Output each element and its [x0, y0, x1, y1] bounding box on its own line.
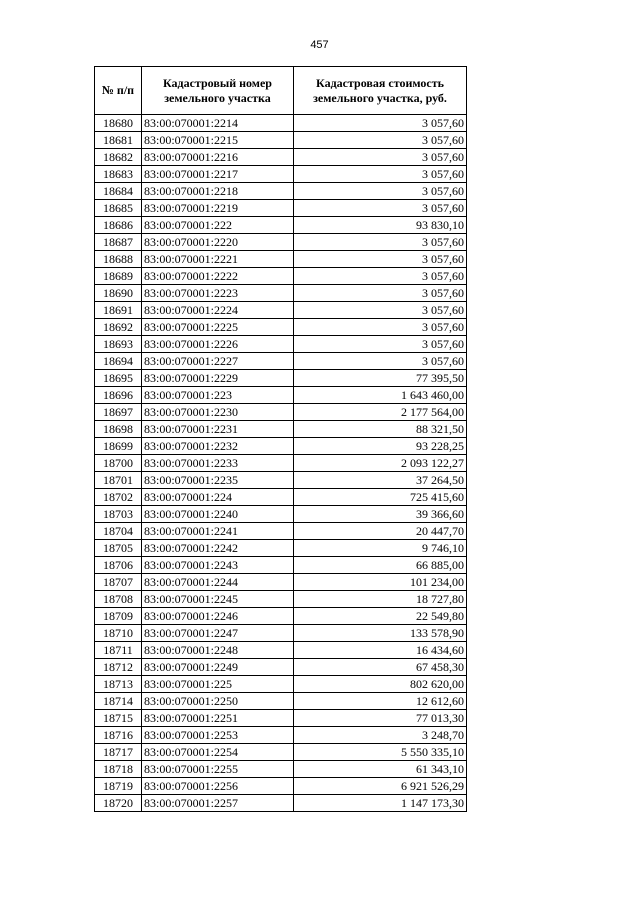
row-index: 18713	[95, 676, 142, 693]
row-cadastral-number: 83:00:070001:2224	[142, 302, 294, 319]
row-index: 18711	[95, 642, 142, 659]
table-row	[95, 778, 467, 795]
row-index: 18697	[95, 404, 142, 421]
row-index: 18712	[95, 659, 142, 676]
row-cadastral-value: 5 550 335,10	[294, 744, 467, 761]
table-row	[95, 353, 467, 370]
table-row	[95, 744, 467, 761]
table-row	[95, 506, 467, 523]
table-row	[95, 404, 467, 421]
row-cadastral-number: 83:00:070001:2219	[142, 200, 294, 217]
row-cadastral-value: 133 578,90	[294, 625, 467, 642]
row-cadastral-number: 83:00:070001:2223	[142, 285, 294, 302]
table-row	[95, 761, 467, 778]
row-index: 18694	[95, 353, 142, 370]
row-index: 18714	[95, 693, 142, 710]
table-row	[95, 659, 467, 676]
row-cadastral-number: 83:00:070001:2225	[142, 319, 294, 336]
row-index: 18696	[95, 387, 142, 404]
table-row	[95, 557, 467, 574]
row-index: 18690	[95, 285, 142, 302]
row-index: 18691	[95, 302, 142, 319]
row-cadastral-value: 93 830,10	[294, 217, 467, 234]
table-row	[95, 302, 467, 319]
row-cadastral-value: 20 447,70	[294, 523, 467, 540]
row-cadastral-value: 18 727,80	[294, 591, 467, 608]
table-row	[95, 387, 467, 404]
row-cadastral-number: 83:00:070001:2244	[142, 574, 294, 591]
row-cadastral-number: 83:00:070001:225	[142, 676, 294, 693]
row-cadastral-value: 1 147 173,30	[294, 795, 467, 812]
header-row	[95, 67, 467, 115]
row-index: 18699	[95, 438, 142, 455]
row-cadastral-value: 3 057,60	[294, 251, 467, 268]
table-row	[95, 268, 467, 285]
row-index: 18681	[95, 132, 142, 149]
row-cadastral-number: 83:00:070001:2245	[142, 591, 294, 608]
table-row	[95, 438, 467, 455]
row-cadastral-number: 83:00:070001:2218	[142, 183, 294, 200]
row-cadastral-number: 83:00:070001:2222	[142, 268, 294, 285]
table-row	[95, 149, 467, 166]
row-cadastral-number: 83:00:070001:2251	[142, 710, 294, 727]
row-index: 18709	[95, 608, 142, 625]
row-cadastral-number: 83:00:070001:2235	[142, 472, 294, 489]
row-cadastral-number: 83:00:070001:2230	[142, 404, 294, 421]
row-cadastral-value: 88 321,50	[294, 421, 467, 438]
table-row	[95, 489, 467, 506]
table-row	[95, 285, 467, 302]
row-cadastral-number: 83:00:070001:2240	[142, 506, 294, 523]
row-cadastral-value: 3 057,60	[294, 200, 467, 217]
row-index: 18680	[95, 115, 142, 132]
row-index: 18708	[95, 591, 142, 608]
row-index: 18689	[95, 268, 142, 285]
row-cadastral-value: 3 057,60	[294, 166, 467, 183]
row-cadastral-number: 83:00:070001:2226	[142, 336, 294, 353]
row-cadastral-value: 3 057,60	[294, 149, 467, 166]
row-cadastral-number: 83:00:070001:2254	[142, 744, 294, 761]
row-cadastral-value: 3 057,60	[294, 115, 467, 132]
row-index: 18685	[95, 200, 142, 217]
row-cadastral-number: 83:00:070001:2221	[142, 251, 294, 268]
row-cadastral-value: 77 395,50	[294, 370, 467, 387]
table-row	[95, 591, 467, 608]
row-cadastral-number: 83:00:070001:2257	[142, 795, 294, 812]
row-index: 18688	[95, 251, 142, 268]
row-index: 18718	[95, 761, 142, 778]
table-row	[95, 132, 467, 149]
row-cadastral-number: 83:00:070001:2246	[142, 608, 294, 625]
row-index: 18686	[95, 217, 142, 234]
row-cadastral-value: 3 057,60	[294, 285, 467, 302]
row-index: 18710	[95, 625, 142, 642]
row-index: 18707	[95, 574, 142, 591]
table-row	[95, 234, 467, 251]
table-row	[95, 676, 467, 693]
row-cadastral-number: 83:00:070001:2255	[142, 761, 294, 778]
row-cadastral-number: 83:00:070001:224	[142, 489, 294, 506]
row-cadastral-number: 83:00:070001:2231	[142, 421, 294, 438]
row-cadastral-number: 83:00:070001:2232	[142, 438, 294, 455]
table-row	[95, 166, 467, 183]
row-index: 18706	[95, 557, 142, 574]
row-index: 18716	[95, 727, 142, 744]
row-index: 18687	[95, 234, 142, 251]
row-index: 18719	[95, 778, 142, 795]
row-cadastral-value: 725 415,60	[294, 489, 467, 506]
row-index: 18704	[95, 523, 142, 540]
table-row	[95, 336, 467, 353]
row-cadastral-value: 93 228,25	[294, 438, 467, 455]
row-index: 18703	[95, 506, 142, 523]
row-cadastral-value: 2 093 122,27	[294, 455, 467, 472]
row-cadastral-number: 83:00:070001:2248	[142, 642, 294, 659]
row-index: 18715	[95, 710, 142, 727]
page-number: 457	[310, 39, 329, 51]
table-row	[95, 795, 467, 812]
row-cadastral-number: 83:00:070001:222	[142, 217, 294, 234]
row-cadastral-value: 12 612,60	[294, 693, 467, 710]
row-index: 18698	[95, 421, 142, 438]
row-cadastral-value: 2 177 564,00	[294, 404, 467, 421]
row-cadastral-value: 3 057,60	[294, 268, 467, 285]
row-cadastral-value: 3 057,60	[294, 302, 467, 319]
row-cadastral-value: 67 458,30	[294, 659, 467, 676]
row-index: 18701	[95, 472, 142, 489]
row-cadastral-number: 83:00:070001:2217	[142, 166, 294, 183]
table-row	[95, 455, 467, 472]
table-row	[95, 319, 467, 336]
row-cadastral-value: 3 057,60	[294, 132, 467, 149]
cadastral-table	[94, 66, 467, 812]
table-row	[95, 608, 467, 625]
table-row	[95, 727, 467, 744]
row-index: 18693	[95, 336, 142, 353]
row-index: 18695	[95, 370, 142, 387]
table-header	[95, 67, 467, 115]
row-cadastral-number: 83:00:070001:2229	[142, 370, 294, 387]
table-row	[95, 523, 467, 540]
table-row	[95, 693, 467, 710]
row-cadastral-value: 3 057,60	[294, 336, 467, 353]
row-index: 18705	[95, 540, 142, 557]
row-cadastral-value: 3 248,70	[294, 727, 467, 744]
row-cadastral-value: 77 013,30	[294, 710, 467, 727]
table-row	[95, 574, 467, 591]
table-row	[95, 710, 467, 727]
row-cadastral-number: 83:00:070001:2247	[142, 625, 294, 642]
row-index: 18700	[95, 455, 142, 472]
row-cadastral-value: 22 549,80	[294, 608, 467, 625]
row-index: 18717	[95, 744, 142, 761]
row-cadastral-number: 83:00:070001:2242	[142, 540, 294, 557]
row-cadastral-value: 16 434,60	[294, 642, 467, 659]
table-row	[95, 540, 467, 557]
row-cadastral-value: 802 620,00	[294, 676, 467, 693]
row-cadastral-value: 1 643 460,00	[294, 387, 467, 404]
row-cadastral-number: 83:00:070001:2214	[142, 115, 294, 132]
table-row	[95, 421, 467, 438]
header-index: № п/п	[95, 67, 142, 115]
row-cadastral-number: 83:00:070001:223	[142, 387, 294, 404]
row-index: 18683	[95, 166, 142, 183]
row-index: 18682	[95, 149, 142, 166]
row-cadastral-value: 39 366,60	[294, 506, 467, 523]
row-cadastral-value: 3 057,60	[294, 353, 467, 370]
row-cadastral-value: 101 234,00	[294, 574, 467, 591]
table-row	[95, 200, 467, 217]
row-cadastral-number: 83:00:070001:2227	[142, 353, 294, 370]
table-row	[95, 472, 467, 489]
row-cadastral-number: 83:00:070001:2241	[142, 523, 294, 540]
table-row	[95, 183, 467, 200]
row-cadastral-value: 37 264,50	[294, 472, 467, 489]
table-row	[95, 251, 467, 268]
row-cadastral-number: 83:00:070001:2220	[142, 234, 294, 251]
row-cadastral-number: 83:00:070001:2249	[142, 659, 294, 676]
table-body	[95, 115, 467, 812]
table-row	[95, 217, 467, 234]
row-cadastral-number: 83:00:070001:2253	[142, 727, 294, 744]
row-cadastral-value: 6 921 526,29	[294, 778, 467, 795]
row-index: 18692	[95, 319, 142, 336]
row-cadastral-number: 83:00:070001:2233	[142, 455, 294, 472]
row-index: 18720	[95, 795, 142, 812]
table-row	[95, 115, 467, 132]
row-cadastral-value: 3 057,60	[294, 234, 467, 251]
row-cadastral-value: 3 057,60	[294, 319, 467, 336]
table-row	[95, 625, 467, 642]
row-cadastral-number: 83:00:070001:2256	[142, 778, 294, 795]
row-index: 18684	[95, 183, 142, 200]
table-row	[95, 642, 467, 659]
row-cadastral-value: 66 885,00	[294, 557, 467, 574]
row-cadastral-number: 83:00:070001:2215	[142, 132, 294, 149]
row-cadastral-number: 83:00:070001:2243	[142, 557, 294, 574]
table-row	[95, 370, 467, 387]
row-cadastral-value: 9 746,10	[294, 540, 467, 557]
row-cadastral-number: 83:00:070001:2250	[142, 693, 294, 710]
row-index: 18702	[95, 489, 142, 506]
row-cadastral-number: 83:00:070001:2216	[142, 149, 294, 166]
header-cadastral-number: Кадастровый номер земельного участка	[142, 67, 294, 115]
row-cadastral-value: 3 057,60	[294, 183, 467, 200]
header-cadastral-value: Кадастровая стоимость земельного участка, руб.	[294, 67, 467, 115]
row-cadastral-value: 61 343,10	[294, 761, 467, 778]
